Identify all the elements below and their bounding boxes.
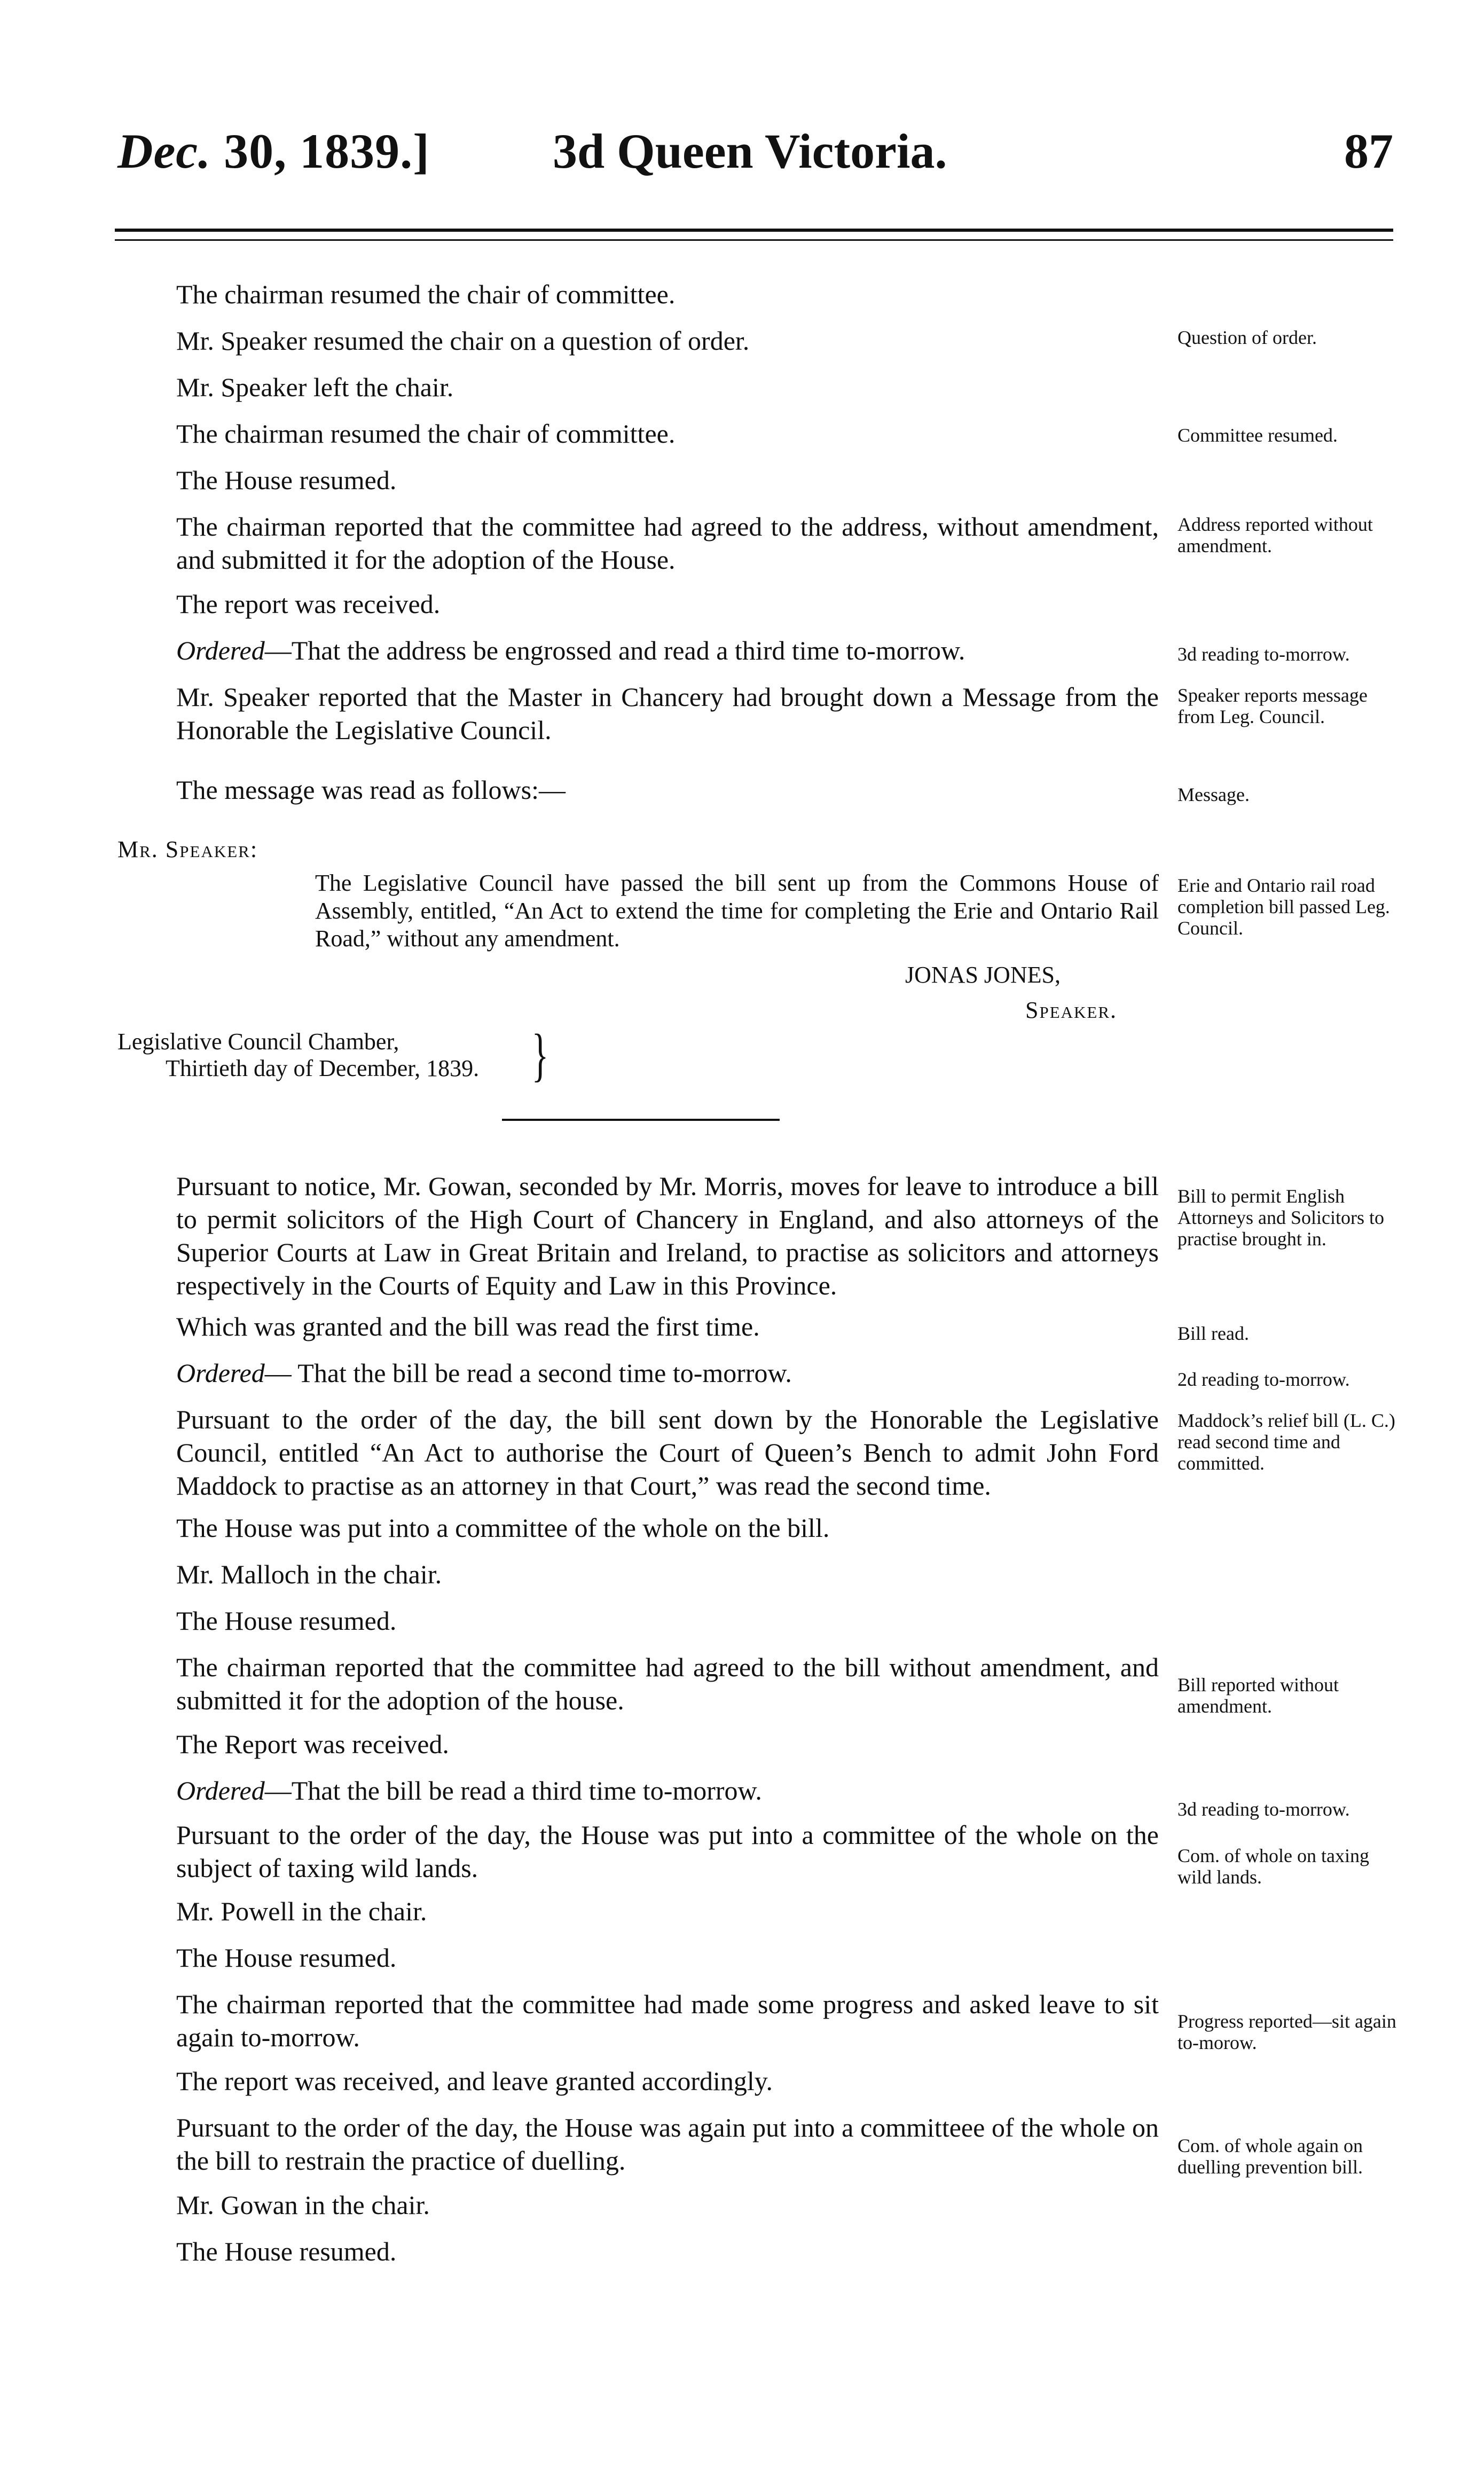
margin-note: Com. of whole on taxing wild lands.: [1177, 1845, 1369, 1888]
body-line: The House resumed.: [176, 465, 397, 495]
margin-note: Com. of whole again on duelling prevention bill.: [1177, 2135, 1363, 2178]
body-line: The message was read as follows:—: [176, 775, 566, 805]
body-line: The chairman resumed the chair of committee.: [176, 279, 676, 309]
margin-note: Speaker reports message from Leg. Council.: [1177, 685, 1368, 727]
body-line: Mr. Speaker resumed the chair on a question of order.: [176, 326, 750, 356]
page-header: [117, 123, 1393, 198]
body-paragraph: The chairman reported that the committee had made some progress and asked leave to sit again to-morrow.: [176, 1989, 1159, 2052]
margin-note: Maddock’s relief bill (L. C.) read second time and committed.: [1177, 1410, 1395, 1474]
body-paragraph: Pursuant to notice, Mr. Gowan, seconded by Mr. Morris, moves for leave to introduce a bill to permit solicitors of the High Court of Chancery in England, and also attorneys of the Superior Courts at Law in Great Britain and Ireland, to practise as solicitors and attorneys respectively in the Courts of Equity and Law in this Province.: [176, 1171, 1159, 1300]
header-title: 3d Queen Victoria.: [553, 124, 947, 178]
body-line: Mr. Malloch in the chair.: [176, 1559, 442, 1589]
body-paragraph: Mr. Speaker reported that the Master in Chancery had brought down a Message from the Honorable the Legislative Council.: [176, 682, 1159, 745]
body-paragraph: Pursuant to the order of the day, the House was again put into a committeee of the whole on the bill to restrain the practice of duelling.: [176, 2113, 1159, 2176]
signer-name: JONAS JONES,: [905, 962, 1061, 988]
body-paragraph: Pursuant to the order of the day, the bill sent down by the Honorable the Legislative Council, entitled “An Act to authorise the Court of Queen’s Bench to admit John Ford Maddock to practise as an attorney in that Court,” was read the second time.: [176, 1404, 1159, 1501]
body-line: Ordered— That the bill be read a second time to-morrow.: [176, 1358, 792, 1388]
chamber-date: Thirtieth day of December, 1839.: [166, 1055, 480, 1081]
body-paragraph: The chairman reported that the committee had agreed to the bill without amendment, and submitted it for the adoption of the house.: [176, 1652, 1159, 1715]
header-date: Dec. 30, 1839.]: [117, 124, 430, 178]
margin-note: Bill reported without amendment.: [1177, 1674, 1339, 1717]
body-line: Which was granted and the bill was read the first time.: [176, 1312, 760, 1341]
chamber-line: Legislative Council Chamber,: [117, 1029, 399, 1055]
signer-title: Speaker.: [1025, 997, 1118, 1023]
body-line: The House resumed.: [176, 2236, 397, 2266]
margin-note: Bill read.: [1177, 1323, 1249, 1344]
body-line: The House resumed.: [176, 1606, 397, 1636]
header-rule: [115, 229, 1393, 241]
body-line: Ordered—That the bill be read a third time to-morrow.: [176, 1776, 762, 1805]
page-number: 87: [1344, 124, 1393, 178]
salutation: Mr. Speaker:: [117, 836, 258, 862]
margin-note: Erie and Ontario rail road completion bill passed Leg. Council.: [1177, 875, 1390, 939]
margin-note: Bill to permit English Attorneys and Solicitors to practise brought in.: [1177, 1186, 1384, 1250]
body-line: The House resumed.: [176, 1943, 397, 1973]
margin-note: 3d reading to-morrow.: [1177, 1799, 1350, 1820]
body-line: Ordered—That the address be engrossed and read a third time to-morrow.: [176, 635, 965, 665]
body-line: The chairman resumed the chair of committee.: [176, 419, 676, 449]
brace-glyph: }: [531, 1022, 549, 1087]
margin-note: Committee resumed.: [1177, 425, 1338, 446]
margin-note: Message.: [1177, 784, 1250, 805]
margin-note: 2d reading to-morrow.: [1177, 1369, 1350, 1390]
margin-note: Question of order.: [1177, 327, 1317, 348]
body-line: The report was received.: [176, 589, 441, 619]
section-divider: [502, 1119, 780, 1121]
margin-note: 3d reading to-morrow.: [1177, 643, 1350, 665]
message-paragraph: The Legislative Council have passed the bill sent up from the Commons House of Assembly, entitled, “An Act to extend the time for completing the Erie and Ontario Rail Road,” without any amendment.: [315, 870, 1159, 952]
margin-note: Address reported without amendment.: [1177, 514, 1373, 556]
body-line: The Report was received.: [176, 1729, 449, 1759]
body-paragraph: The chairman reported that the committee had agreed to the address, without amendment, and submitted it for the adoption of the House.: [176, 512, 1159, 575]
body-line: The report was received, and leave granted accordingly.: [176, 2066, 773, 2096]
body-line: The House was put into a committee of the whole on the bill.: [176, 1513, 830, 1543]
margin-note: Progress reported—sit again to-morow.: [1177, 2011, 1396, 2053]
body-line: Mr. Powell in the chair.: [176, 1896, 427, 1926]
body-paragraph: Pursuant to the order of the day, the House was put into a committee of the whole on the subject of taxing wild lands.: [176, 1820, 1159, 1883]
body-line: Mr. Gowan in the chair.: [176, 2190, 430, 2220]
body-line: Mr. Speaker left the chair.: [176, 372, 454, 402]
